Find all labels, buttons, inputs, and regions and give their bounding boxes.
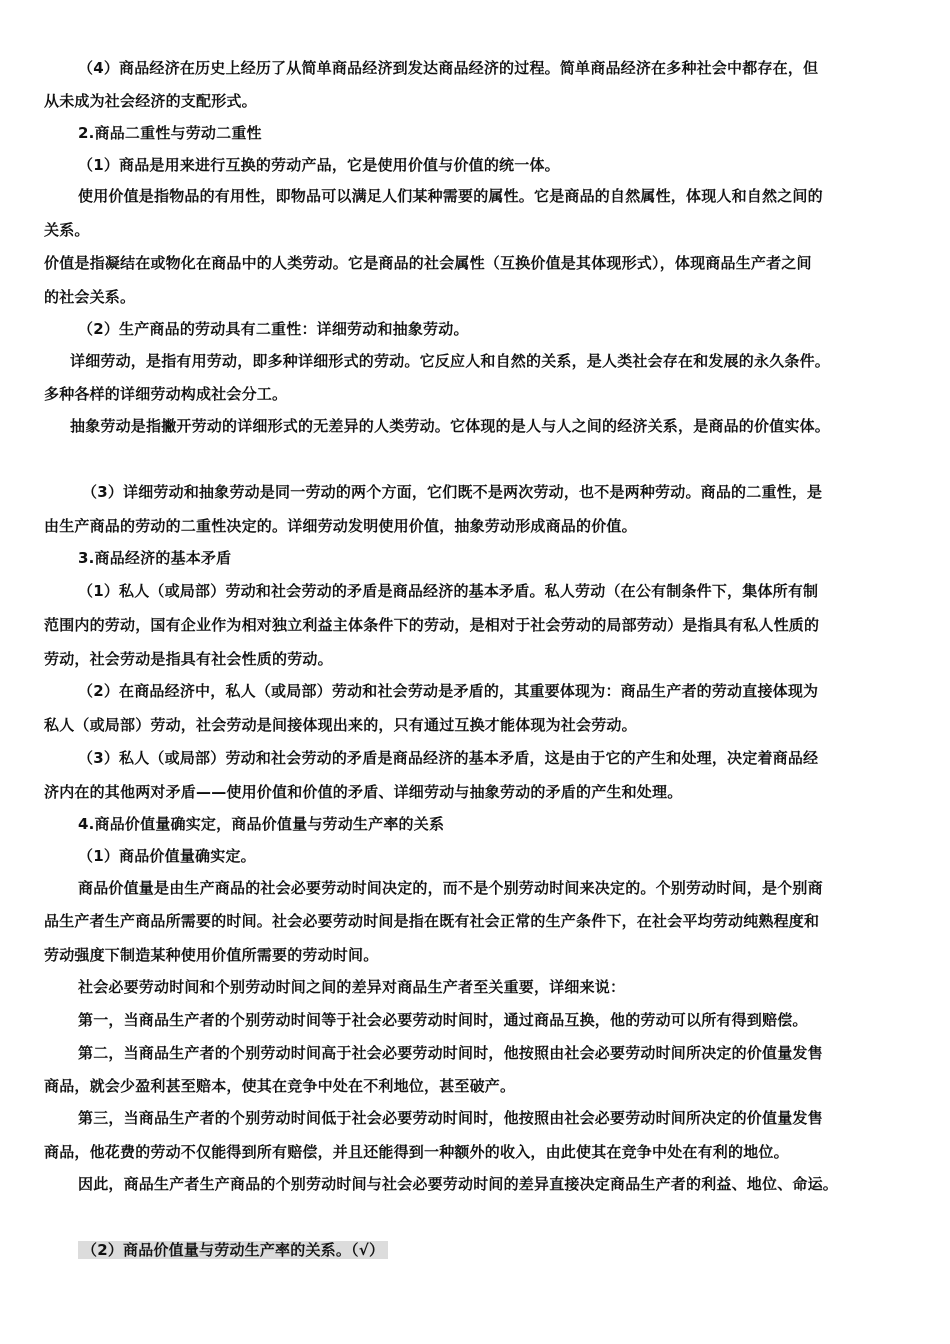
paragraph-line: （1）商品是用来进行互换的劳动产品，它是使用价值与价值的统一体。 bbox=[78, 156, 560, 174]
paragraph-line: （2）在商品经济中，私人（或局部）劳动和社会劳动是矛盾的，其重要体现为：商品生产者的劳动直接体现为 bbox=[78, 682, 819, 700]
paragraph-line: 第一，当商品生产者的个别劳动时间等于社会必要劳动时间时，通过商品互换，他的劳动可以所有得到赔偿。 bbox=[78, 1011, 808, 1029]
paragraph-line: 第三，当商品生产者的个别劳动时间低于社会必要劳动时间时，他按照由社会必要劳动时间所决定的价值量发售 bbox=[78, 1109, 823, 1127]
paragraph-line: 价值是指凝结在或物化在商品中的人类劳动。它是商品的社会属性（互换价值是其体现形式），体现商品生产者之间 bbox=[44, 254, 812, 272]
paragraph-line: 多种各样的详细劳动构成社会分工。 bbox=[44, 385, 288, 403]
paragraph-line: 由生产商品的劳动的二重性决定的。详细劳动发明使用价值，抽象劳动形成商品的价值。 bbox=[44, 517, 637, 535]
highlighted-heading bbox=[78, 1240, 388, 1260]
paragraph-line: 劳动强度下制造某种使用价值所需要的劳动时间。 bbox=[44, 946, 379, 964]
paragraph-line: 第二，当商品生产者的个别劳动时间高于社会必要劳动时间时，他按照由社会必要劳动时间所决定的价值量发售 bbox=[78, 1044, 823, 1062]
section-heading: 2.商品二重性与劳动二重性 bbox=[78, 124, 262, 142]
paragraph-line: （2）生产商品的劳动具有二重性：详细劳动和抽象劳动。 bbox=[78, 320, 469, 338]
paragraph-line: （3）私人（或局部）劳动和社会劳动的矛盾是商品经济的基本矛盾，这是由于它的产生和处理，决定着商品经 bbox=[78, 749, 819, 767]
paragraph-line: 使用价值是指物品的有用性，即物品可以满足人们某种需要的属性。它是商品的自然属性，体现人和自然之间的 bbox=[78, 187, 823, 205]
highlighted-heading-text: （2）商品价值量与劳动生产率的关系。（√） bbox=[78, 1241, 388, 1259]
paragraph-line: 从未成为社会经济的支配形式。 bbox=[44, 92, 257, 110]
paragraph-line: 私人（或局部）劳动，社会劳动是间接体现出来的，只有通过互换才能体现为社会劳动。 bbox=[44, 716, 637, 734]
paragraph-line: 因此，商品生产者生产商品的个别劳动时间与社会必要劳动时间的差异直接决定商品生产者的利益、地位、命运。 bbox=[78, 1175, 839, 1193]
paragraph-line: （1）私人（或局部）劳动和社会劳动的矛盾是商品经济的基本矛盾。私人劳动（在公有制条件下，集体所有制 bbox=[78, 582, 819, 600]
paragraph-line: 社会必要劳动时间和个别劳动时间之间的差异对商品生产者至关重要，详细来说： bbox=[78, 978, 626, 996]
section-heading: 3.商品经济的基本矛盾 bbox=[78, 549, 232, 567]
paragraph-line: 的社会关系。 bbox=[44, 288, 136, 306]
paragraph-line: 关系。 bbox=[44, 221, 90, 239]
paragraph-line: 抽象劳动是指撇开劳动的详细形式的无差异的人类劳动。它体现的是人与人之间的经济关系，是商品的价值实体。 bbox=[70, 417, 831, 435]
paragraph-line: 范围内的劳动，国有企业作为相对独立利益主体条件下的劳动，是相对于社会劳动的局部劳动）是指具有私人性质的 bbox=[44, 616, 820, 634]
paragraph-line: （1）商品价值量确实定。 bbox=[78, 847, 256, 865]
paragraph-line: 劳动，社会劳动是指具有社会性质的劳动。 bbox=[44, 650, 333, 668]
paragraph-line: 商品，他花费的劳动不仅能得到所有赔偿，并且还能得到一种额外的收入，由此使其在竞争中处在有利的地位。 bbox=[44, 1143, 789, 1161]
paragraph-line: 品生产者生产商品所需要的时间。社会必要劳动时间是指在既有社会正常的生产条件下，在社会平均劳动纯熟程度和 bbox=[44, 912, 820, 930]
paragraph-line: （3）详细劳动和抽象劳动是同一劳动的两个方面，它们既不是两次劳动，也不是两种劳动。商品的二重性，是 bbox=[82, 483, 823, 501]
paragraph-line: 详细劳动，是指有用劳动，即多种详细形式的劳动。它反应人和自然的关系，是人类社会存在和发展的永久条件。 bbox=[70, 352, 831, 370]
paragraph-line: 商品价值量是由生产商品的社会必要劳动时间决定的，而不是个别劳动时间来决定的。个别劳动时间，是个别商 bbox=[78, 879, 823, 897]
section-heading: 4.商品价值量确实定，商品价值量与劳动生产率的关系 bbox=[78, 815, 445, 833]
paragraph-line: 商品，就会少盈利甚至赔本，使其在竞争中处在不利地位，甚至破产。 bbox=[44, 1077, 516, 1095]
paragraph-line: 济内在的其他两对矛盾——使用价值和价值的矛盾、详细劳动与抽象劳动的矛盾的产生和处理。 bbox=[44, 783, 683, 801]
paragraph-line: （4）商品经济在历史上经历了从简单商品经济到发达商品经济的过程。简单商品经济在多种社会中都存在，但 bbox=[78, 59, 819, 77]
